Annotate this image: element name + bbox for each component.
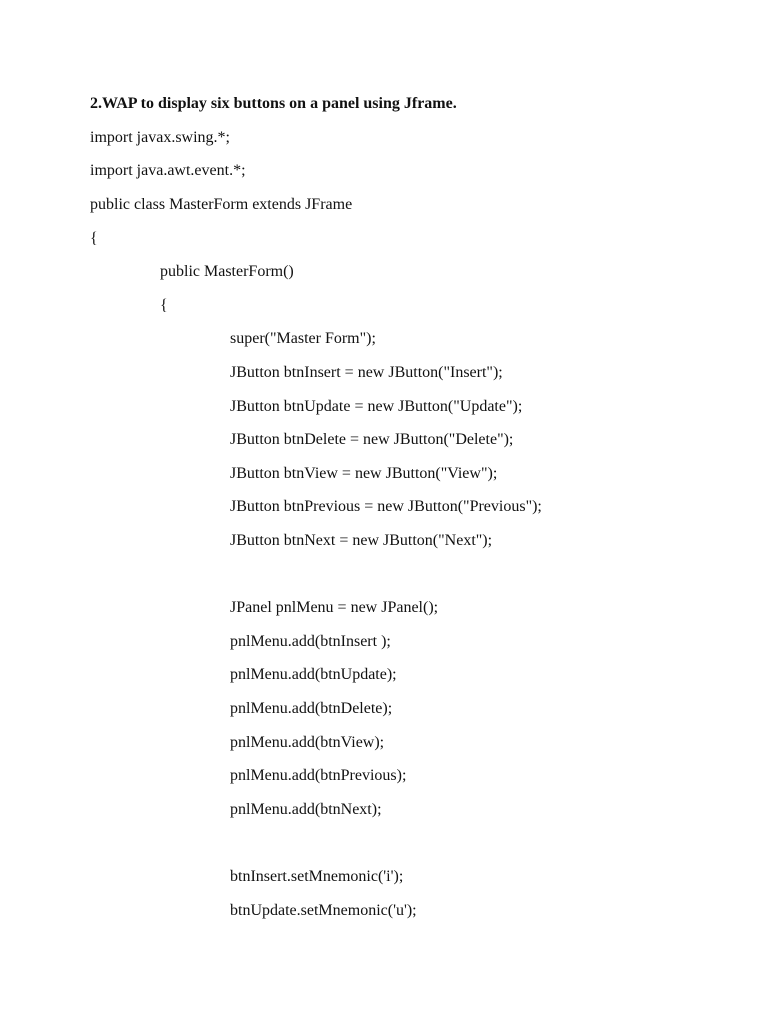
code-line: super("Master Form"); [230, 330, 376, 347]
code-line: btnUpdate.setMnemonic('u'); [230, 902, 417, 919]
code-line: import javax.swing.*; [90, 129, 230, 146]
code-line: JButton btnDelete = new JButton("Delete"); [230, 431, 514, 448]
code-line: pnlMenu.add(btnDelete); [230, 700, 393, 717]
code-line: pnlMenu.add(btnPrevious); [230, 767, 407, 784]
document-heading: 2.WAP to display six buttons on a panel using Jframe. [90, 95, 457, 112]
code-line: btnInsert.setMnemonic('i'); [230, 868, 404, 885]
code-line: JButton btnInsert = new JButton("Insert"); [230, 364, 503, 381]
code-line: JPanel pnlMenu = new JPanel(); [230, 599, 439, 616]
code-line: import java.awt.event.*; [90, 162, 246, 179]
code-line: public class MasterForm extends JFrame [90, 196, 353, 213]
code-line: JButton btnView = new JButton("View"); [230, 465, 498, 482]
code-line: pnlMenu.add(btnNext); [230, 801, 382, 818]
code-line: JButton btnUpdate = new JButton("Update"); [230, 398, 523, 415]
code-line: pnlMenu.add(btnView); [230, 734, 385, 751]
code-line: { [160, 297, 168, 314]
code-line: { [90, 230, 98, 247]
code-line: JButton btnPrevious = new JButton("Previous"); [230, 498, 542, 515]
code-line: JButton btnNext = new JButton("Next"); [230, 532, 493, 549]
code-line: pnlMenu.add(btnInsert ); [230, 633, 391, 650]
code-line: pnlMenu.add(btnUpdate); [230, 666, 397, 683]
code-line: public MasterForm() [160, 263, 294, 280]
